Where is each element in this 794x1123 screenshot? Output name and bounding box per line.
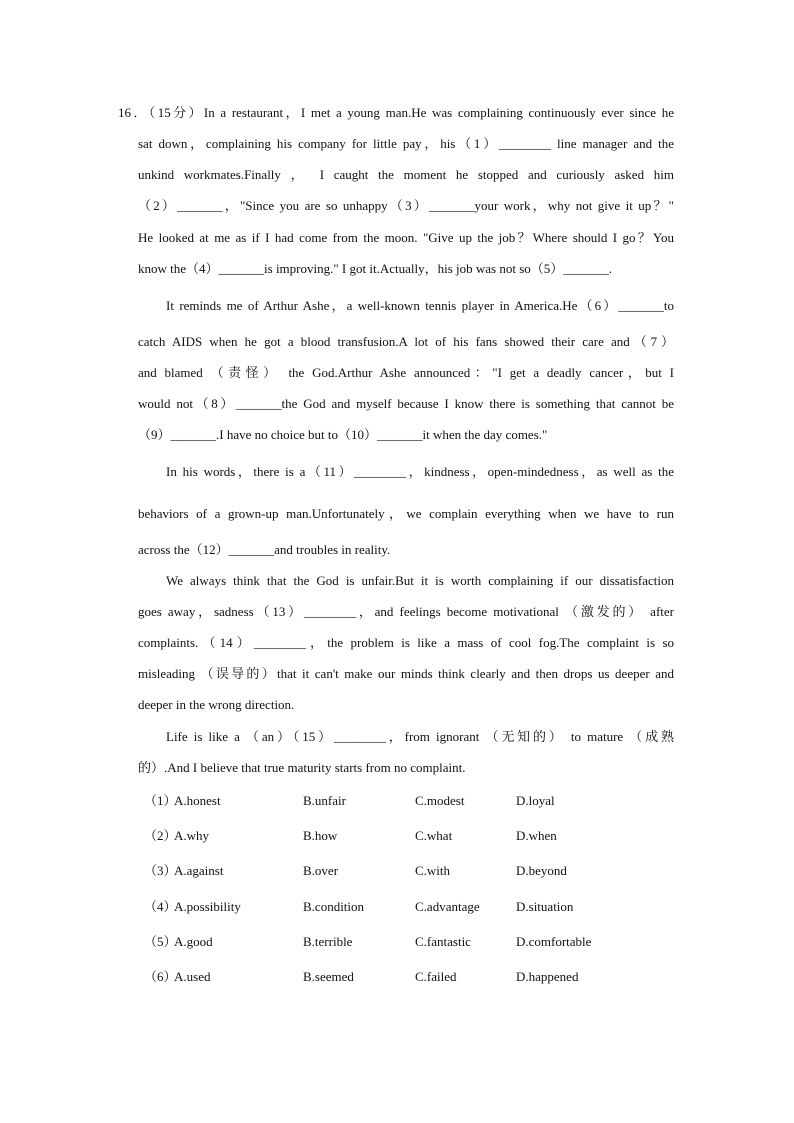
option-a[interactable]: A.why	[174, 828, 210, 843]
question-line: unkind workmates.Finally ， I caught the moment he stopped and curiously asked him	[138, 167, 674, 182]
option-c[interactable]: C.advantage	[415, 899, 480, 914]
option-d[interactable]: D.happened	[516, 969, 579, 984]
option-d[interactable]: D.loyal	[516, 793, 555, 808]
option-number: （1）	[144, 793, 177, 808]
question-line: He looked at me as if I had come from the moon. "Give up the job？Where should I go？You	[138, 230, 674, 245]
option-row	[0, 827, 794, 845]
option-row	[0, 898, 794, 916]
option-row	[0, 968, 794, 986]
option-a[interactable]: A.possibility	[174, 899, 241, 914]
question-line: would not（8）_______the God and myself because I know there is something that cannot be	[138, 396, 674, 411]
option-a[interactable]: A.against	[174, 863, 224, 878]
option-row	[0, 862, 794, 880]
option-b[interactable]: B.unfair	[303, 793, 346, 808]
question-line: 16．（15分）In a restaurant，I met a young man.He was complaining continuously ever since he	[118, 105, 674, 120]
question-line: complaints.（14）________，the problem is like a mass of cool fog.The complaint is so	[138, 635, 674, 650]
option-number: （4）	[144, 899, 177, 914]
question-line: sat down，complaining his company for little pay，his（1）________ line manager and the	[138, 136, 674, 151]
option-a[interactable]: A.honest	[174, 793, 221, 808]
option-row	[0, 933, 794, 951]
option-c[interactable]: C.modest	[415, 793, 465, 808]
option-b[interactable]: B.terrible	[303, 934, 353, 949]
option-b[interactable]: B.condition	[303, 899, 365, 914]
question-line: In his words，there is a（11）________，kindness，open-mindedness，as well as the	[166, 464, 674, 479]
option-number: （2）	[144, 828, 177, 843]
option-number: （3）	[144, 863, 177, 878]
option-number: （6）	[144, 969, 177, 984]
option-a[interactable]: A.used	[174, 969, 211, 984]
option-d[interactable]: D.when	[516, 828, 557, 843]
option-c[interactable]: C.what	[415, 828, 453, 843]
option-b[interactable]: B.over	[303, 863, 339, 878]
option-a[interactable]: A.good	[174, 934, 213, 949]
option-d[interactable]: D.situation	[516, 899, 574, 914]
question-line: know the（4）_______is improving." I got it.Actually，his job was not so（5）_______.	[138, 261, 613, 276]
option-number: （5）	[144, 934, 177, 949]
question-line: （9）_______.I have no choice but to（10）_______it when the day comes."	[138, 427, 548, 442]
question-line: misleading （误导的）that it can't make our minds think clearly and then drops us deeper and	[138, 666, 674, 681]
question-line: goes away，sadness（13）________，and feelings become motivational （激发的） after	[138, 604, 674, 619]
question-line: 的）.And I believe that true maturity starts from no complaint.	[138, 760, 466, 775]
question-line: deeper in the wrong direction.	[138, 697, 295, 712]
option-b[interactable]: B.how	[303, 828, 338, 843]
option-d[interactable]: D.beyond	[516, 863, 567, 878]
question-line: It reminds me of Arthur Ashe，a well-known tennis player in America.He（6）_______to	[166, 298, 674, 313]
question-line: Life is like a （an）（15）________，from ignorant （无知的） to mature （成熟	[166, 729, 674, 744]
option-c[interactable]: C.fantastic	[415, 934, 471, 949]
question-line: and blamed （责怪） the God.Arthur Ashe announced："I get a deadly cancer，but I	[138, 365, 674, 380]
option-c[interactable]: C.with	[415, 863, 451, 878]
question-line: behaviors of a grown-up man.Unfortunately，we complain everything when we have to run	[138, 506, 674, 521]
question-line: （2）_______，"Since you are so unhappy（3）_______your work，why not give it up？"	[138, 198, 674, 213]
question-line: We always think that the God is unfair.But it is worth complaining if our dissatisfaction	[166, 573, 674, 588]
question-line: across the（12）_______and troubles in reality.	[138, 542, 391, 557]
option-b[interactable]: B.seemed	[303, 969, 354, 984]
option-row	[0, 792, 794, 810]
option-d[interactable]: D.comfortable	[516, 934, 592, 949]
option-c[interactable]: C.failed	[415, 969, 457, 984]
question-line: catch AIDS when he got a blood transfusion.A lot of his fans showed their care and（7）	[138, 334, 674, 349]
